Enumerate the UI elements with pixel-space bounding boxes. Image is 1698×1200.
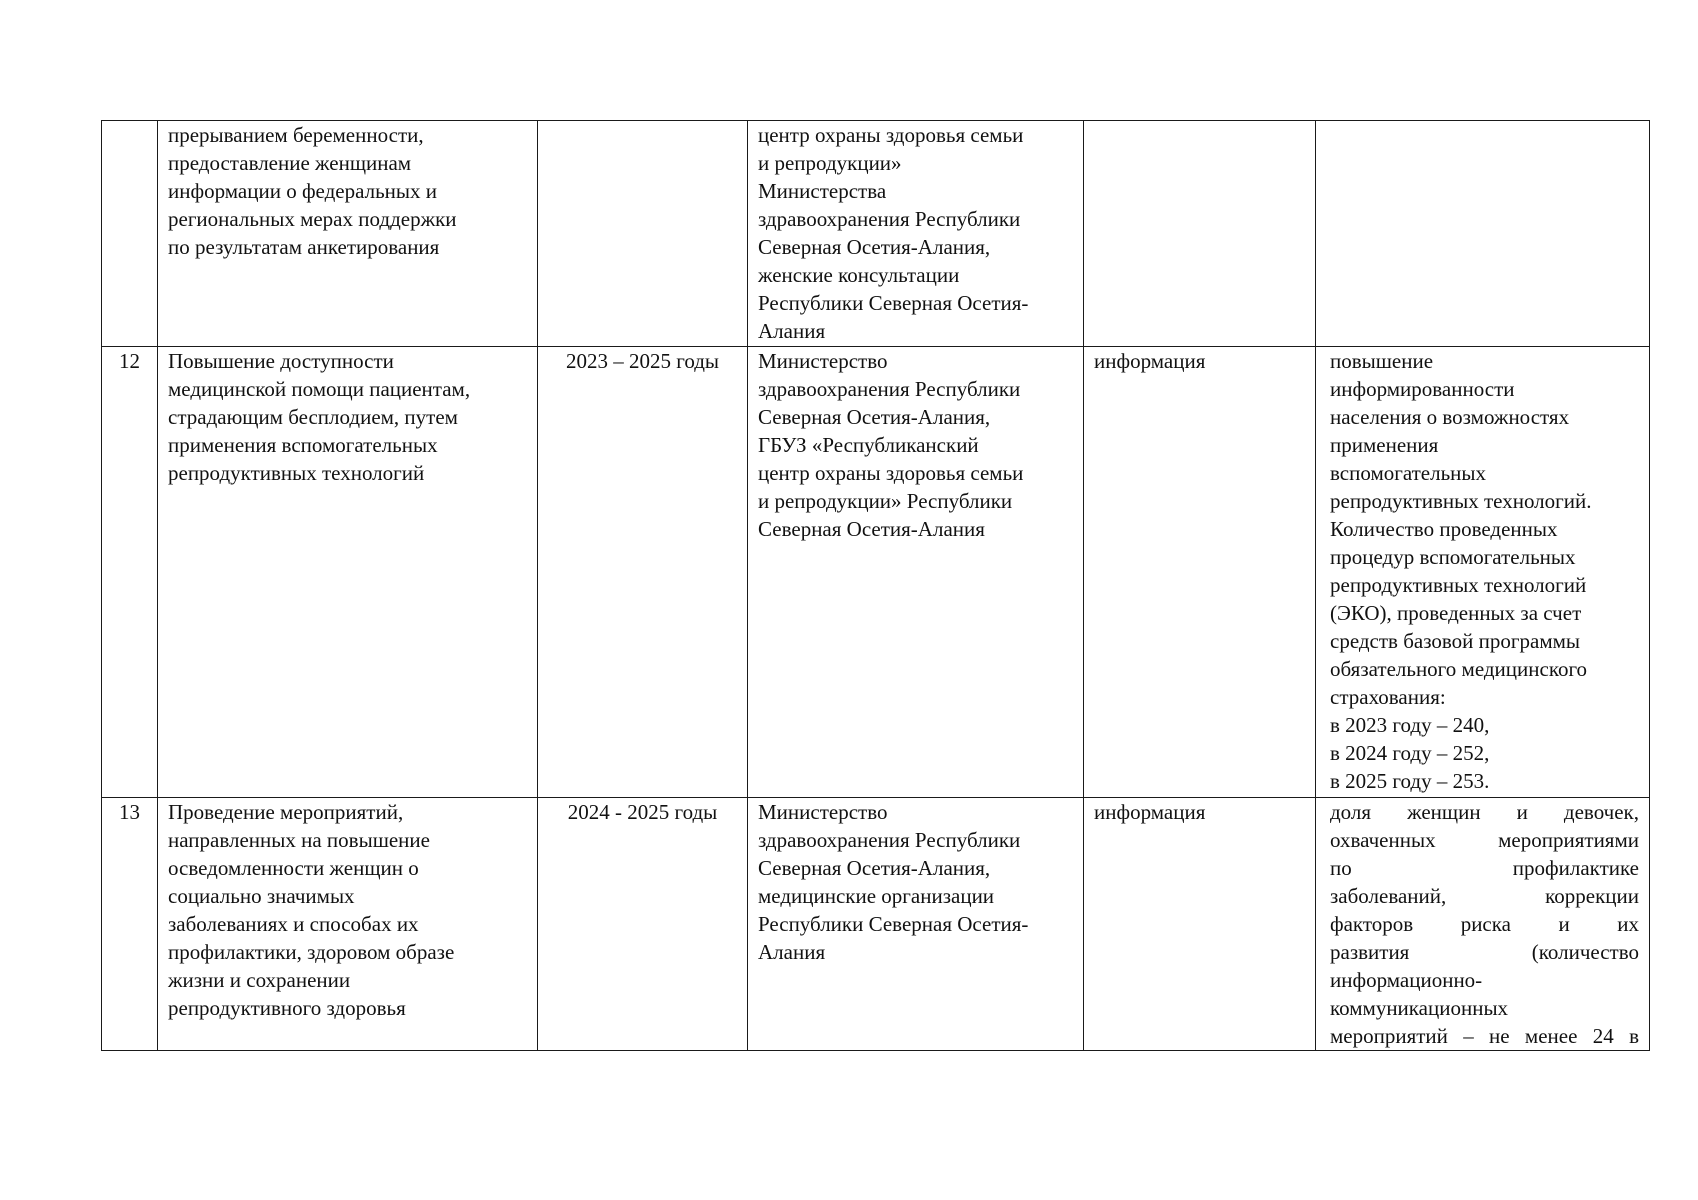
- measures-table: [101, 120, 1650, 1051]
- form-cell: информация: [1084, 347, 1316, 798]
- executor-cell: Министерство здравоохранения Республики Северная Осетия-Алания, ГБУЗ «Республиканский центр охраны здоровья семьи и репродукции» Республики Северная Осетия-Алания: [748, 347, 1084, 798]
- term-cell: [538, 121, 748, 347]
- row-number: 13: [119, 800, 140, 824]
- result-line: доля женщин и девочек,: [1330, 800, 1639, 824]
- row-number-cell: [102, 347, 158, 798]
- result-line: заболеваний, коррекции: [1330, 884, 1639, 908]
- result-line: информационно-: [1330, 968, 1483, 992]
- result-line: мероприятий – не менее 24 в: [1330, 1024, 1639, 1048]
- row-number: 12: [119, 349, 140, 373]
- result-line: охваченных мероприятиями: [1330, 828, 1639, 852]
- form-cell: [1084, 121, 1316, 347]
- result-cell: [1316, 798, 1650, 1051]
- executor-cell: центр охраны здоровья семьи и репродукции» Министерства здравоохранения Республики Северная Осетия-Алания, женские консультации Республики Северная Осетия- Алания: [748, 121, 1084, 347]
- term-cell: 2023 – 2025 годы: [538, 347, 748, 798]
- row-number-cell: [102, 798, 158, 1051]
- row-number-cell: [102, 121, 158, 347]
- table-row: [102, 121, 1650, 347]
- result-line: развития (количество: [1330, 940, 1639, 964]
- measure-name-cell: Проведение мероприятий, направленных на повышение осведомленности женщин о социально значимых заболеваниях и способах их профилактики, здоровом образе жизни и сохранении репродуктивного здоровья: [158, 798, 538, 1051]
- measure-name-cell: Повышение доступности медицинской помощи пациентам, страдающим бесплодием, путем применения вспомогательных репродуктивных технологий: [158, 347, 538, 798]
- result-line: факторов риска и их: [1330, 912, 1639, 936]
- table-row: [102, 347, 1650, 798]
- term-cell: 2024 - 2025 годы: [538, 798, 748, 1051]
- measure-name-cell: прерыванием беременности, предоставление женщинам информации о федеральных и региональных мерах поддержки по результатам анкетирования: [158, 121, 538, 347]
- table-row: [102, 798, 1650, 1051]
- result-cell: повышение информированности населения о возможностях применения вспомогательных репродуктивных технологий. Количество проведенных процедур вспомогательных репродуктивных технологий (ЭКО), проведенных за счет средств базовой программы обязательного медицинского страхования: в 2023 году – 240, в 2024 году – 252, в 2025 году – 253.: [1316, 347, 1650, 798]
- result-line: по профилактике: [1330, 856, 1639, 880]
- result-line: коммуникационных: [1330, 996, 1509, 1020]
- form-cell: информация: [1084, 798, 1316, 1051]
- result-cell: [1316, 121, 1650, 347]
- executor-cell: Министерство здравоохранения Республики Северная Осетия-Алания, медицинские организации Республики Северная Осетия- Алания: [748, 798, 1084, 1051]
